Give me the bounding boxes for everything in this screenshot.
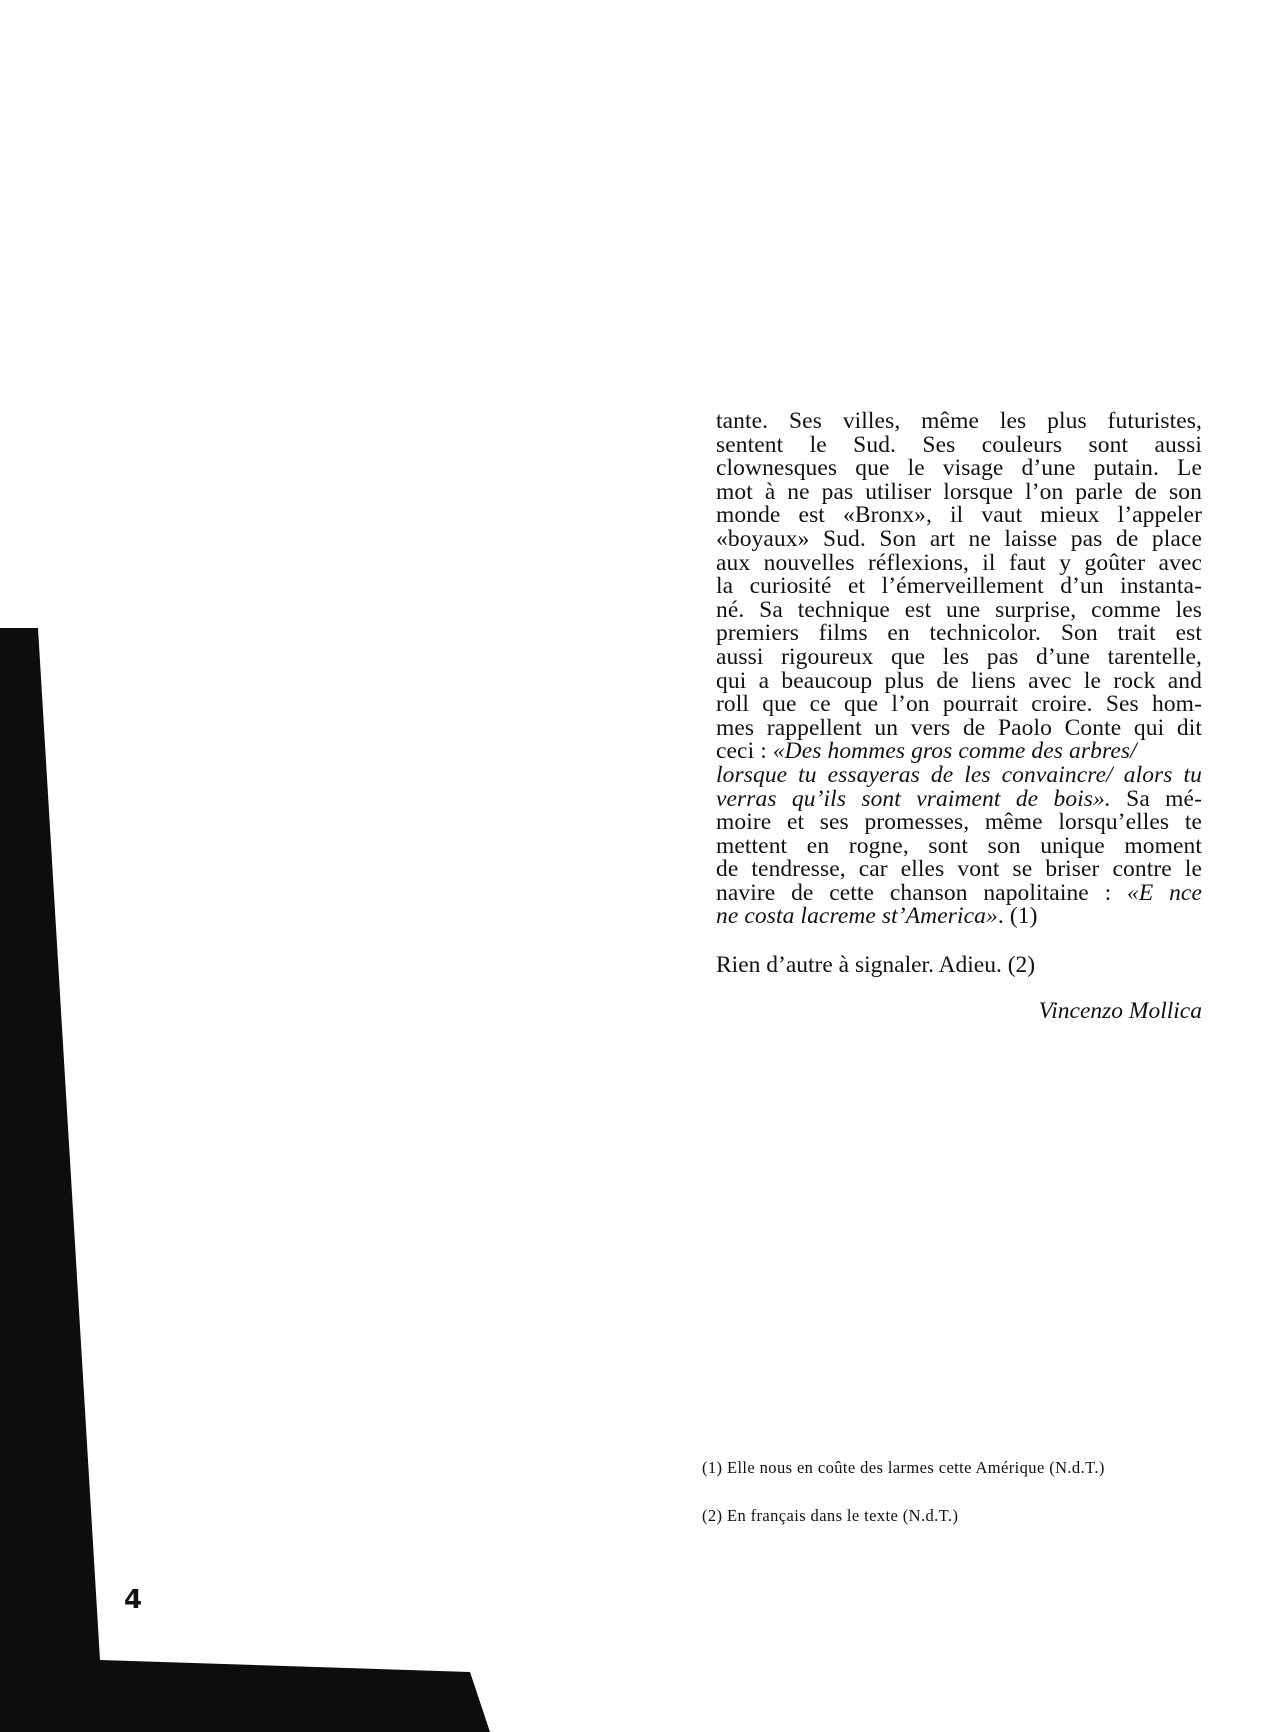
body-line-3: clownesques que le visage d’une putain. Le <box>716 455 1202 482</box>
body-line-b-1: moire et ses promesses, même lorsqu’elles te <box>716 809 1202 836</box>
quote-text-1: «Des hommes gros comme des arbres/ <box>772 738 1137 765</box>
body-line-11: aussi rigoureux que les pas d’une tarentelle, <box>716 643 1202 670</box>
song-quote-b: ne costa lacreme st’America» <box>716 903 998 930</box>
body-line-6: «boyaux» Sud. Son art ne laisse pas de place <box>716 525 1202 552</box>
body-line-b-2: mettent en rogne, sont son unique moment <box>716 832 1202 859</box>
body-line-b-3: de tendresse, car elles vont se briser contre le <box>716 856 1202 883</box>
body-line-list-2 <box>716 811 1202 882</box>
body-line-13: roll que ce que l’on pourrait croire. Ses hom- <box>716 691 1202 718</box>
page-number: 4 <box>124 1585 143 1615</box>
quote-line-2: lorsque tu essayeras de les convaincre/ alors tu <box>716 761 1202 788</box>
quote-text-3: verras qu’ils sont vraiment de bois». <box>716 785 1111 812</box>
body-line-14: mes rappellent un vers de Paolo Conte qui dit <box>716 714 1202 741</box>
song-line-2 <box>716 905 1202 929</box>
body-line-2: sentent le Sud. Ses couleurs sont aussi <box>716 431 1202 458</box>
quote-line-intro <box>716 740 1202 764</box>
body-line-1: tante. Ses villes, même les plus futuristes, <box>716 408 1202 434</box>
footnote-2: (2) En français dans le texte (N.d.T.) <box>702 1506 959 1525</box>
song-intro-text: navire de cette chanson napolitaine : <box>716 879 1127 906</box>
after-quote-text: Sa mé- <box>1110 785 1202 812</box>
article-body <box>716 410 1202 929</box>
song-line <box>716 879 1202 906</box>
author-signature: Vincenzo Mollica <box>1038 998 1202 1024</box>
body-line-8: la curiosité et l’émerveillement d’un instanta- <box>716 573 1202 600</box>
body-line-9: né. Sa technique est une surprise, comme les <box>716 596 1202 623</box>
footnote-1: (1) Elle nous en coûte des larmes cette Amérique (N.d.T.) <box>702 1458 1105 1477</box>
body-line-5: monde est «Bronx», il vaut mieux l’appeler <box>716 502 1202 529</box>
quote-line-3 <box>716 785 1202 812</box>
song-after-text: . (1) <box>997 903 1038 930</box>
body-line-10: premiers films en technicolor. Son trait est <box>716 620 1202 647</box>
body-line-12: qui a beaucoup plus de liens avec le rock and <box>716 667 1202 694</box>
quote-intro-text: ceci : <box>716 738 773 765</box>
song-quote-a: «E nce <box>1127 879 1202 906</box>
body-line-list <box>716 410 1202 740</box>
closing-sentence: Rien d’autre à signaler. Adieu. (2) <box>716 952 1036 978</box>
body-line-7: aux nouvelles réflexions, il faut y goûter avec <box>716 549 1202 576</box>
body-line-4: mot à ne pas utiliser lorsque l’on parle de son <box>716 478 1202 505</box>
